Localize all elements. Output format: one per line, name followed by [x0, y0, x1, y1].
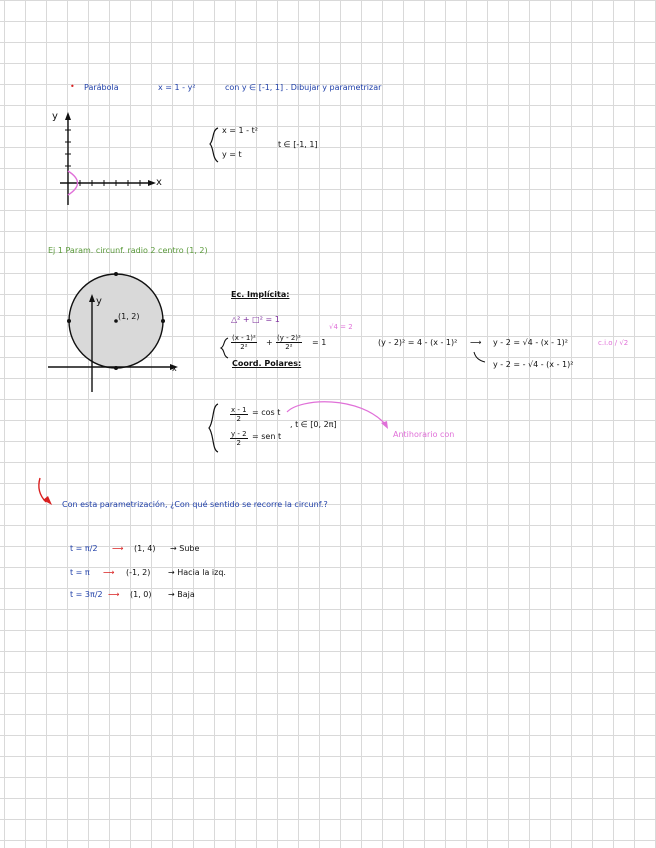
exercise1-title-lead: Parábola — [84, 83, 119, 92]
parabola-x-label: x — [156, 177, 162, 188]
branch-arrow — [474, 352, 485, 362]
exercise2-title: Ej 1 Param. circunf. radio 2 centro (1, 2) — [48, 246, 208, 255]
branch2: y - 2 = - √4 - (x - 1)² — [493, 360, 574, 369]
exercise1-title-cond: con y ∈ [-1, 1] . Dibujar y parametrizar — [225, 83, 382, 92]
param2-frac-y — [230, 430, 248, 447]
implicit-frac-x — [231, 334, 257, 351]
implicit-heading: Ec. Implícita: — [231, 290, 290, 299]
param2-frac-y-num: y - 2 — [231, 430, 247, 438]
result-note: → Baja — [168, 590, 195, 599]
circle-point-top — [114, 272, 118, 276]
implicit-frac-y-den: 2² — [285, 343, 293, 351]
result-param: t = 3π/2 — [70, 590, 103, 599]
implicit-frac-x-den: 2² — [240, 343, 248, 351]
polar-brace — [221, 338, 228, 358]
param2-frac-x-num: x - 1 — [231, 406, 247, 414]
circle-x-label: x — [172, 364, 177, 373]
pink-side-note: c.i.o / √2 — [598, 339, 629, 347]
implicit-frac-y — [276, 334, 302, 351]
polar-heading: Coord. Polares: — [232, 359, 302, 368]
pink-annotation: Antihorario con — [393, 430, 455, 439]
implicit-frac-y-num: (y - 2)² — [277, 334, 301, 342]
param2-line1-rhs: = cos t — [252, 408, 281, 417]
param1-range: t ∈ [-1, 1] — [278, 140, 318, 149]
result-note: → Sube — [170, 544, 200, 553]
param1-line1: x = 1 - t² — [222, 126, 258, 135]
circle-point-left — [67, 319, 71, 323]
param2-brace — [209, 404, 218, 452]
exercise1-title-eq: x = 1 - y² — [158, 83, 196, 92]
param2-line2-rhs: = sen t — [252, 432, 282, 441]
circle-point-right — [161, 319, 165, 323]
result-note: → Hacia la izq. — [168, 568, 226, 577]
solve-arrow: ⟶ — [470, 338, 482, 347]
implicit-rhs: = 1 — [312, 338, 327, 347]
param2-range: , t ∈ [0, 2π] — [290, 420, 337, 429]
question-text: Con esta parametrización, ¿Con qué sentido se recorre la circunf.? — [62, 500, 328, 509]
implicit-plus: + — [266, 338, 273, 347]
implicit-pink-note: √4 = 2 — [329, 323, 353, 331]
result-param: t = π/2 — [70, 544, 98, 553]
result-arrow: ⟶ — [112, 544, 124, 553]
result-arrow: ⟶ — [103, 568, 115, 577]
circle-point-bottom — [114, 366, 118, 370]
implicit-identity: △² + □² = 1 — [231, 315, 280, 324]
circle-center-label: (1, 2) — [118, 312, 140, 321]
branch1: y - 2 = √4 - (x - 1)² — [493, 338, 568, 347]
question-arrowhead — [43, 496, 52, 505]
param1-line2: y = t — [222, 150, 242, 159]
pink-arc-arrowhead — [381, 421, 388, 429]
result-point: (-1, 2) — [126, 568, 151, 577]
param2-frac-y-den: 2 — [236, 439, 242, 447]
bullet: • — [70, 82, 75, 91]
question-arrow — [39, 478, 46, 502]
result-point: (1, 0) — [130, 590, 152, 599]
result-param: t = π — [70, 568, 90, 577]
param2-frac-x-den: 2 — [236, 415, 242, 423]
result-point: (1, 4) — [134, 544, 156, 553]
solve-line: (y - 2)² = 4 - (x - 1)² — [378, 338, 458, 347]
implicit-frac-x-num: (x - 1)² — [232, 334, 256, 342]
parabola-y-label: y — [52, 111, 58, 122]
result-arrow: ⟶ — [108, 590, 120, 599]
param2-frac-x — [230, 406, 248, 423]
circle-y-label: y — [96, 296, 102, 307]
